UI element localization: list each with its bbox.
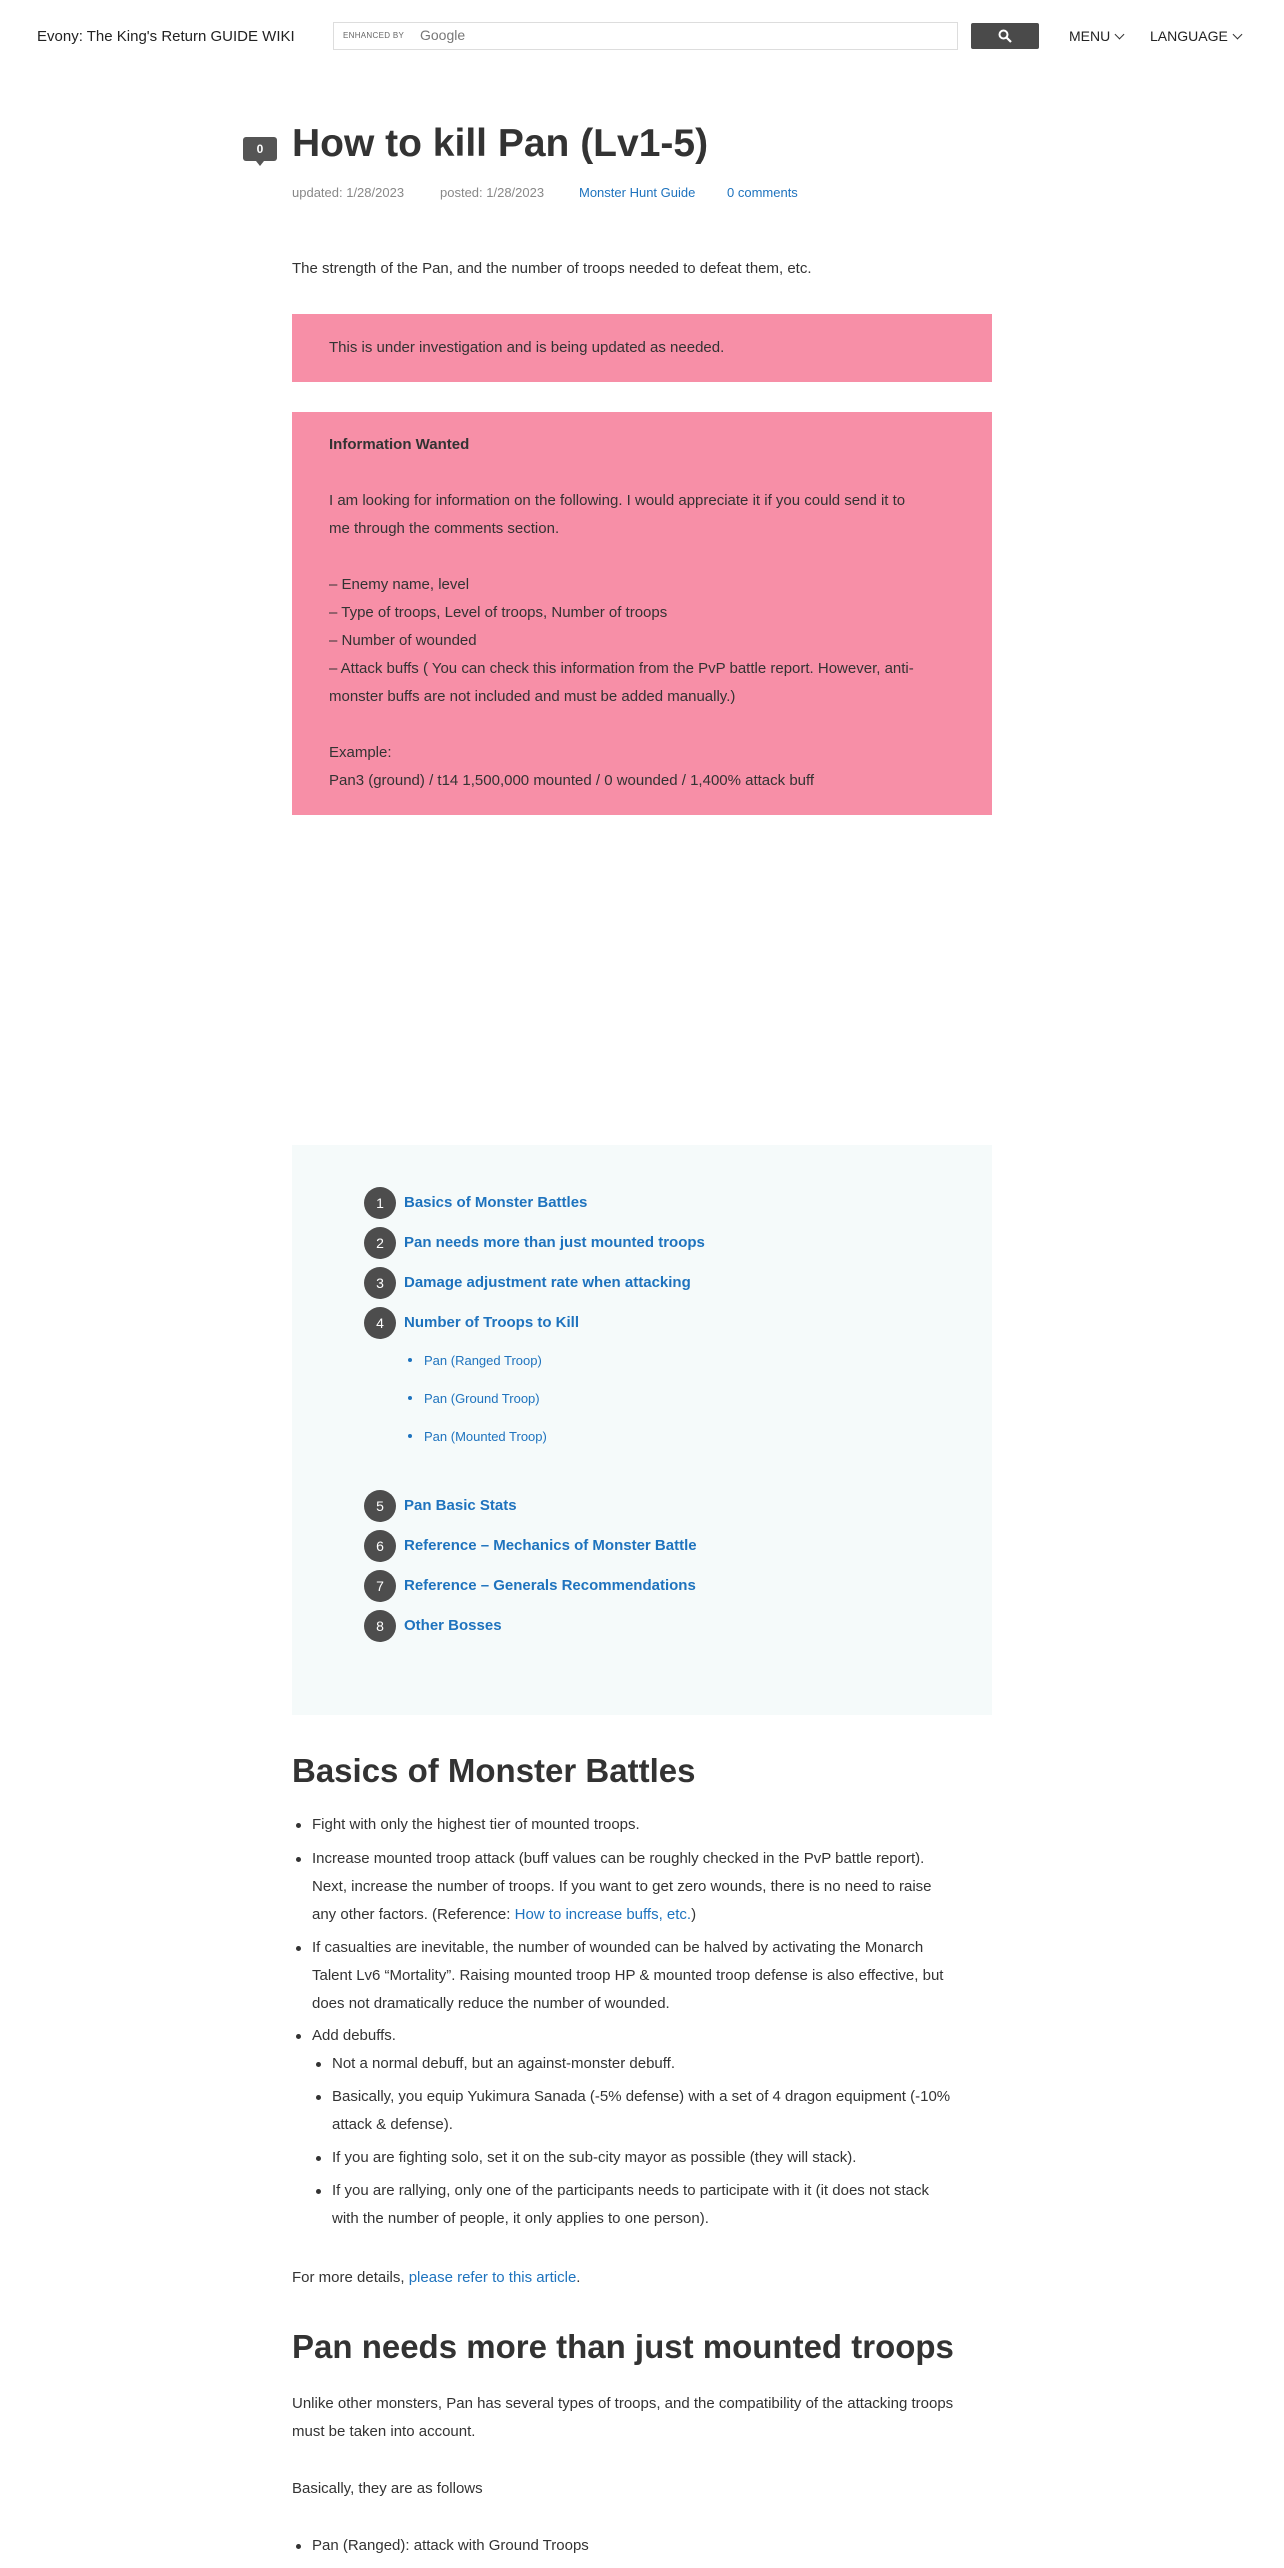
sub-list-item: Basically, you equip Yukimura Sanada (-5% defense) with a set of 4 dragon equipment (-10% attack & defense). bbox=[332, 2083, 950, 2139]
site-header bbox=[0, 0, 1284, 72]
toc-link[interactable]: Reference – Generals Recommendations bbox=[404, 1577, 696, 1594]
notice-item: – Number of wounded bbox=[329, 632, 477, 649]
toc-link[interactable]: Basics of Monster Battles bbox=[404, 1194, 588, 1211]
toc-number: 2 bbox=[364, 1227, 396, 1259]
more-details-text: For more details, please refer to this article. bbox=[292, 2269, 581, 2286]
notice-item: monster buffs are not included and must be added manually.) bbox=[329, 688, 736, 705]
list-item: Add debuffs. bbox=[312, 2022, 396, 2050]
toc-number: 3 bbox=[364, 1267, 396, 1299]
nav-language[interactable] bbox=[1150, 28, 1241, 44]
notice-example: Pan3 (ground) / t14 1,500,000 mounted / 0 wounded / 1,400% attack buff bbox=[329, 772, 815, 789]
comment-count-badge[interactable]: 0 bbox=[243, 137, 277, 161]
toc-number: 8 bbox=[364, 1610, 396, 1642]
search-icon bbox=[998, 29, 1012, 43]
toc-link[interactable]: Pan needs more than just mounted troops bbox=[404, 1234, 705, 1251]
sub-list-item: Not a normal debuff, but an against-monster debuff. bbox=[332, 2050, 675, 2078]
notice-text: This is under investigation and is being updated as needed. bbox=[329, 339, 725, 356]
toc-number: 5 bbox=[364, 1490, 396, 1522]
table-of-contents bbox=[292, 1145, 992, 1715]
notice-information-wanted bbox=[292, 412, 992, 815]
notice-paragraph-line: me through the comments section. bbox=[329, 520, 560, 537]
nav-menu[interactable] bbox=[1069, 28, 1123, 44]
notice-item: – Attack buffs ( You can check this information from the PvP battle report. However, anti- bbox=[329, 660, 914, 677]
notice-investigation bbox=[292, 314, 992, 382]
search-enhanced-label: ENHANCED BY bbox=[343, 31, 405, 40]
list-item: Fight with only the highest tier of mounted troops. bbox=[312, 1811, 640, 1839]
chevron-down-icon bbox=[1115, 30, 1125, 40]
toc-number: 6 bbox=[364, 1530, 396, 1562]
notice-example-label: Example: bbox=[329, 744, 392, 761]
search-button[interactable] bbox=[971, 23, 1039, 49]
section-paragraph: Unlike other monsters, Pan has several types of troops, and the compatibility of the attacking troops must be taken into account. bbox=[292, 2395, 954, 2440]
toc-subitem[interactable]: Pan (Ranged Troop) bbox=[424, 1353, 542, 1368]
section-paragraph: Basically, they are as follows bbox=[292, 2480, 483, 2497]
nav-language-label: LANGUAGE bbox=[1150, 28, 1228, 44]
sub-list-item: If you are rallying, only one of the participants needs to participate with it (it does not stack with the number of people, it only applies to one person). bbox=[332, 2177, 929, 2233]
category-link[interactable]: Monster Hunt Guide bbox=[579, 185, 696, 200]
toc-link[interactable]: Pan Basic Stats bbox=[404, 1497, 517, 1514]
notice-item: – Type of troops, Level of troops, Number of troops bbox=[329, 604, 668, 621]
nav-menu-label: MENU bbox=[1069, 28, 1111, 44]
section-heading: Pan needs more than just mounted troops bbox=[292, 2328, 954, 2365]
updated-date: updated: 1/28/2023 bbox=[292, 185, 405, 200]
list-item: Increase mounted troop attack (buff values can be roughly checked in the PvP battle report). Next, increase the number of troops. If you want to get zero wounds, there is no need to raise any other factors. (Reference: How to increase buffs, etc.) bbox=[312, 1845, 932, 1929]
notice-item: – Enemy name, level bbox=[329, 576, 470, 593]
toc-number: 4 bbox=[364, 1307, 396, 1339]
site-title[interactable]: Evony: The King's Return GUIDE WIKI bbox=[37, 28, 295, 45]
list-item: If casualties are inevitable, the number of wounded can be halved by activating the Monarch Talent Lv6 “Mortality”. Raising mounted troop HP & mounted troop defense is also effective, but does not dramatically reduce the number of wounded. bbox=[312, 1934, 943, 2018]
notice-paragraph-line: I am looking for information on the following. I would appreciate it if you could send it to bbox=[329, 492, 906, 509]
posted-date: posted: 1/28/2023 bbox=[440, 185, 545, 200]
toc-subitem[interactable]: Pan (Mounted Troop) bbox=[424, 1429, 547, 1444]
toc-number: 1 bbox=[364, 1187, 396, 1219]
notice-heading: Information Wanted bbox=[329, 436, 470, 453]
page-title: How to kill Pan (Lv1-5) bbox=[292, 122, 709, 165]
toc-link[interactable]: Other Bosses bbox=[404, 1617, 502, 1634]
chevron-down-icon bbox=[1232, 30, 1242, 40]
search-input[interactable] bbox=[333, 22, 958, 50]
search-google-logo: Google bbox=[420, 27, 466, 43]
toc-subitem[interactable]: Pan (Ground Troop) bbox=[424, 1391, 540, 1406]
toc-link[interactable]: Reference – Mechanics of Monster Battle bbox=[404, 1537, 697, 1554]
toc-link[interactable]: Damage adjustment rate when attacking bbox=[404, 1274, 691, 1291]
refer-article-link[interactable]: please refer to this article bbox=[408, 2269, 577, 2286]
list-item: Pan (Ranged): attack with Ground Troops bbox=[312, 2532, 589, 2560]
toc-link[interactable]: Number of Troops to Kill bbox=[404, 1314, 579, 1331]
comments-link[interactable]: 0 comments bbox=[727, 185, 798, 200]
intro-text: The strength of the Pan, and the number of troops needed to defeat them, etc. bbox=[292, 260, 812, 277]
toc-number: 7 bbox=[364, 1570, 396, 1602]
sub-list-item: If you are fighting solo, set it on the sub-city mayor as possible (they will stack). bbox=[332, 2144, 856, 2172]
section-heading: Basics of Monster Battles bbox=[292, 1752, 696, 1789]
buffs-link[interactable]: How to increase buffs, etc. bbox=[514, 1906, 692, 1923]
